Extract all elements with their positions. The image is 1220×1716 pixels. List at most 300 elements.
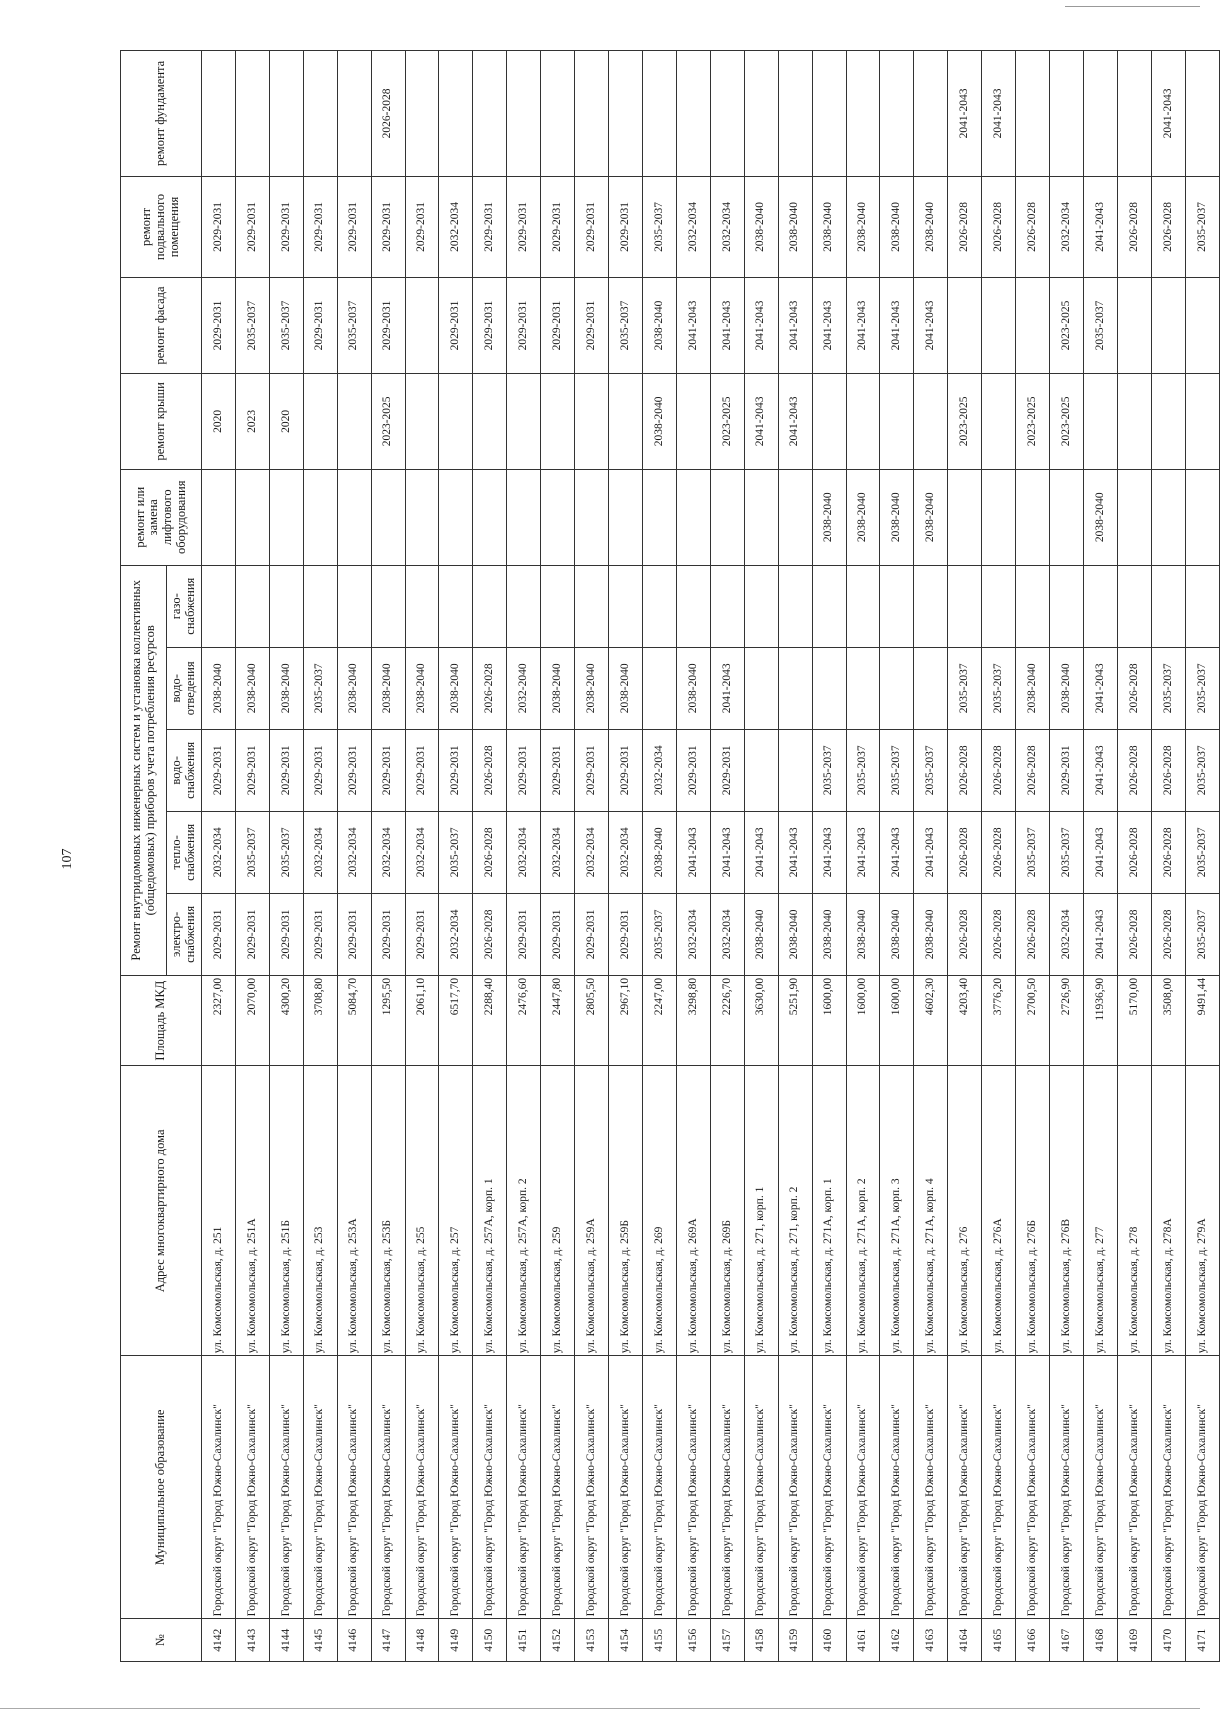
- cell-facade: 2041-2043: [812, 278, 846, 374]
- cell-water: 2035-2037: [846, 729, 880, 811]
- cell-heat: 2032-2034: [575, 811, 609, 893]
- cell-basement: 2029-2031: [371, 176, 405, 277]
- table-wrapper: [120, 50, 1220, 1662]
- cell-foundation: [473, 51, 507, 177]
- cell-basement: 2032-2034: [439, 176, 473, 277]
- cell-heat: 2041-2043: [812, 811, 846, 893]
- cell-gas: [507, 565, 541, 647]
- cell-water: 2035-2037: [880, 729, 914, 811]
- cell-electro: 2029-2031: [507, 893, 541, 975]
- cell-address: ул. Комсомольская, д. 276Б: [1016, 1066, 1050, 1356]
- cell-municipality: Городской округ "Город Южно-Сахалинск": [405, 1356, 439, 1619]
- cell-basement: 2026-2028: [1151, 176, 1185, 277]
- cell-basement: 2038-2040: [846, 176, 880, 277]
- cell-area: 3508,00: [1151, 975, 1185, 1066]
- cell-electro: 2029-2031: [541, 893, 575, 975]
- cell-sewer: 2038-2040: [371, 647, 405, 729]
- header-electro: электро-снабжения: [167, 893, 202, 975]
- cell-sewer: [642, 647, 676, 729]
- cell-sewer: 2035-2037: [303, 647, 337, 729]
- cell-foundation: [269, 51, 303, 177]
- cell-sewer: 2035-2037: [1185, 647, 1219, 729]
- cell-elevator: [1151, 469, 1185, 565]
- cell-municipality: Городской округ "Город Южно-Сахалинск": [744, 1356, 778, 1619]
- cell-num: 4143: [235, 1619, 269, 1662]
- cell-facade: 2029-2031: [202, 278, 236, 374]
- cell-facade: 2035-2037: [269, 278, 303, 374]
- cell-water: 2029-2031: [405, 729, 439, 811]
- cell-electro: 2029-2031: [303, 893, 337, 975]
- cell-municipality: Городской округ "Город Южно-Сахалинск": [1117, 1356, 1151, 1619]
- cell-roof: [676, 373, 710, 469]
- header-water: водо-снабжения: [167, 729, 202, 811]
- cell-heat: 2032-2034: [303, 811, 337, 893]
- cell-num: 4151: [507, 1619, 541, 1662]
- cell-elevator: [269, 469, 303, 565]
- cell-num: 4156: [676, 1619, 710, 1662]
- cell-roof: 2020: [202, 373, 236, 469]
- cell-roof: [439, 373, 473, 469]
- cell-basement: 2026-2028: [1117, 176, 1151, 277]
- table-row: [812, 51, 846, 1662]
- cell-elevator: [744, 469, 778, 565]
- cell-basement: 2029-2031: [473, 176, 507, 277]
- cell-water: 2029-2031: [541, 729, 575, 811]
- cell-elevator: [609, 469, 643, 565]
- cell-num: 4169: [1117, 1619, 1151, 1662]
- cell-facade: [1117, 278, 1151, 374]
- cell-water: 2029-2031: [337, 729, 371, 811]
- cell-water: 2029-2031: [269, 729, 303, 811]
- cell-area: 5170,00: [1117, 975, 1151, 1066]
- cell-gas: [778, 565, 812, 647]
- table-row: [609, 51, 643, 1662]
- cell-sewer: [846, 647, 880, 729]
- cell-municipality: Городской округ "Город Южно-Сахалинск": [541, 1356, 575, 1619]
- cell-electro: 2029-2031: [575, 893, 609, 975]
- cell-elevator: [473, 469, 507, 565]
- cell-water: 2029-2031: [575, 729, 609, 811]
- cell-foundation: [778, 51, 812, 177]
- cell-num: 4171: [1185, 1619, 1219, 1662]
- cell-municipality: Городской округ "Город Южно-Сахалинск": [507, 1356, 541, 1619]
- cell-basement: 2032-2034: [1050, 176, 1084, 277]
- cell-area: 9491,44: [1185, 975, 1219, 1066]
- cell-num: 4164: [948, 1619, 982, 1662]
- cell-heat: 2041-2043: [914, 811, 948, 893]
- repair-schedule-table: [120, 50, 1220, 1662]
- cell-elevator: [642, 469, 676, 565]
- cell-basement: 2026-2028: [982, 176, 1016, 277]
- cell-municipality: Городской округ "Город Южно-Сахалинск": [371, 1356, 405, 1619]
- cell-municipality: Городской округ "Город Южно-Сахалинск": [202, 1356, 236, 1619]
- table-row: [541, 51, 575, 1662]
- cell-elevator: [948, 469, 982, 565]
- cell-area: 1600,00: [812, 975, 846, 1066]
- cell-elevator: [405, 469, 439, 565]
- cell-roof: [575, 373, 609, 469]
- cell-address: ул. Комсомольская, д. 271А, корп. 3: [880, 1066, 914, 1356]
- cell-electro: 2026-2028: [948, 893, 982, 975]
- table-row: [1050, 51, 1084, 1662]
- cell-municipality: Городской округ "Город Южно-Сахалинск": [473, 1356, 507, 1619]
- cell-elevator: [778, 469, 812, 565]
- cell-foundation: [337, 51, 371, 177]
- cell-water: 2026-2028: [1151, 729, 1185, 811]
- cell-address: ул. Комсомольская, д. 269Б: [710, 1066, 744, 1356]
- cell-area: 2967,10: [609, 975, 643, 1066]
- cell-water: 2029-2031: [507, 729, 541, 811]
- cell-area: 2447,80: [541, 975, 575, 1066]
- cell-address: ул. Комсомольская, д. 271А, корп. 1: [812, 1066, 846, 1356]
- cell-num: 4144: [269, 1619, 303, 1662]
- cell-roof: 2023-2025: [710, 373, 744, 469]
- cell-water: 2026-2028: [473, 729, 507, 811]
- cell-foundation: [676, 51, 710, 177]
- cell-foundation: 2041-2043: [982, 51, 1016, 177]
- cell-municipality: Городской округ "Город Южно-Сахалинск": [1050, 1356, 1084, 1619]
- cell-electro: 2029-2031: [371, 893, 405, 975]
- cell-address: ул. Комсомольская, д. 259Б: [609, 1066, 643, 1356]
- cell-basement: 2038-2040: [914, 176, 948, 277]
- cell-gas: [541, 565, 575, 647]
- cell-foundation: [1050, 51, 1084, 177]
- cell-facade: 2035-2037: [235, 278, 269, 374]
- cell-electro: 2029-2031: [609, 893, 643, 975]
- cell-sewer: 2038-2040: [337, 647, 371, 729]
- cell-gas: [982, 565, 1016, 647]
- cell-num: 4161: [846, 1619, 880, 1662]
- cell-facade: [405, 278, 439, 374]
- table-row: [575, 51, 609, 1662]
- cell-sewer: 2038-2040: [1016, 647, 1050, 729]
- cell-heat: 2041-2043: [846, 811, 880, 893]
- cell-area: 11936,90: [1083, 975, 1117, 1066]
- cell-roof: [914, 373, 948, 469]
- cell-basement: 2041-2043: [1083, 176, 1117, 277]
- cell-roof: [1185, 373, 1219, 469]
- cell-elevator: [235, 469, 269, 565]
- cell-address: ул. Комсомольская, д. 271, корп. 1: [744, 1066, 778, 1356]
- cell-facade: 2041-2043: [778, 278, 812, 374]
- table-row: [744, 51, 778, 1662]
- table-row: [1083, 51, 1117, 1662]
- cell-roof: [880, 373, 914, 469]
- cell-heat: 2026-2028: [1151, 811, 1185, 893]
- cell-foundation: [914, 51, 948, 177]
- cell-area: 2061,10: [405, 975, 439, 1066]
- cell-heat: 2041-2043: [676, 811, 710, 893]
- cell-elevator: 2038-2040: [880, 469, 914, 565]
- cell-heat: 2026-2028: [948, 811, 982, 893]
- cell-gas: [303, 565, 337, 647]
- cell-heat: 2035-2037: [1185, 811, 1219, 893]
- header-heat: тепло-снабжения: [167, 811, 202, 893]
- cell-elevator: [710, 469, 744, 565]
- table-row: [1016, 51, 1050, 1662]
- cell-roof: [541, 373, 575, 469]
- cell-facade: 2029-2031: [439, 278, 473, 374]
- header-repair-group: Ремонт внутридомовых инженерных систем и установка коллективных (общедомовых) приборов учета потребления ресурсов: [121, 565, 167, 975]
- cell-electro: 2026-2028: [473, 893, 507, 975]
- cell-roof: [982, 373, 1016, 469]
- cell-foundation: 2026-2028: [371, 51, 405, 177]
- table-row: [948, 51, 982, 1662]
- cell-gas: [1016, 565, 1050, 647]
- cell-area: 5251,90: [778, 975, 812, 1066]
- cell-area: 2226,70: [710, 975, 744, 1066]
- cell-water: 2026-2028: [1016, 729, 1050, 811]
- table-row: [507, 51, 541, 1662]
- cell-roof: 2041-2043: [744, 373, 778, 469]
- cell-municipality: Городской округ "Город Южно-Сахалинск": [676, 1356, 710, 1619]
- cell-sewer: 2038-2040: [541, 647, 575, 729]
- cell-foundation: [575, 51, 609, 177]
- cell-heat: 2041-2043: [710, 811, 744, 893]
- cell-basement: 2029-2031: [541, 176, 575, 277]
- cell-num: 4159: [778, 1619, 812, 1662]
- cell-facade: 2041-2043: [710, 278, 744, 374]
- cell-municipality: Городской округ "Город Южно-Сахалинск": [710, 1356, 744, 1619]
- cell-area: 4300,20: [269, 975, 303, 1066]
- cell-area: 2805,50: [575, 975, 609, 1066]
- cell-area: 2700,50: [1016, 975, 1050, 1066]
- cell-gas: [439, 565, 473, 647]
- cell-facade: 2029-2031: [371, 278, 405, 374]
- cell-num: 4147: [371, 1619, 405, 1662]
- cell-address: ул. Комсомольская, д. 255: [405, 1066, 439, 1356]
- cell-elevator: [371, 469, 405, 565]
- cell-gas: [812, 565, 846, 647]
- cell-num: 4165: [982, 1619, 1016, 1662]
- cell-facade: [948, 278, 982, 374]
- cell-gas: [473, 565, 507, 647]
- cell-facade: 2035-2037: [609, 278, 643, 374]
- cell-electro: 2029-2031: [202, 893, 236, 975]
- cell-heat: 2041-2043: [1083, 811, 1117, 893]
- cell-gas: [1050, 565, 1084, 647]
- cell-municipality: Городской округ "Город Южно-Сахалинск": [914, 1356, 948, 1619]
- cell-elevator: [439, 469, 473, 565]
- cell-heat: 2032-2034: [507, 811, 541, 893]
- cell-address: ул. Комсомольская, д. 276А: [982, 1066, 1016, 1356]
- cell-num: 4166: [1016, 1619, 1050, 1662]
- cell-water: 2041-2043: [1083, 729, 1117, 811]
- cell-facade: 2041-2043: [880, 278, 914, 374]
- cell-num: 4145: [303, 1619, 337, 1662]
- cell-water: 2029-2031: [710, 729, 744, 811]
- cell-electro: 2029-2031: [269, 893, 303, 975]
- header-address: Адрес многоквартирного дома: [121, 1066, 202, 1356]
- cell-area: 2247,00: [642, 975, 676, 1066]
- cell-basement: 2038-2040: [744, 176, 778, 277]
- cell-foundation: [609, 51, 643, 177]
- cell-basement: 2035-2037: [642, 176, 676, 277]
- cell-elevator: [1050, 469, 1084, 565]
- cell-address: ул. Комсомольская, д. 271А, корп. 2: [846, 1066, 880, 1356]
- cell-foundation: [541, 51, 575, 177]
- cell-facade: 2029-2031: [507, 278, 541, 374]
- cell-area: 2726,90: [1050, 975, 1084, 1066]
- cell-gas: [642, 565, 676, 647]
- cell-elevator: [202, 469, 236, 565]
- cell-electro: 2026-2028: [1016, 893, 1050, 975]
- cell-area: 4602,30: [914, 975, 948, 1066]
- cell-municipality: Городской округ "Город Южно-Сахалинск": [439, 1356, 473, 1619]
- cell-roof: 2023-2025: [1050, 373, 1084, 469]
- table-row: [846, 51, 880, 1662]
- cell-municipality: Городской округ "Город Южно-Сахалинск": [812, 1356, 846, 1619]
- cell-address: ул. Комсомольская, д. 251: [202, 1066, 236, 1356]
- cell-sewer: 2038-2040: [609, 647, 643, 729]
- cell-sewer: 2032-2040: [507, 647, 541, 729]
- cell-sewer: 2035-2037: [948, 647, 982, 729]
- table-row: [371, 51, 405, 1662]
- cell-water: 2029-2031: [235, 729, 269, 811]
- cell-address: ул. Комсомольская, д. 259А: [575, 1066, 609, 1356]
- cell-basement: 2038-2040: [812, 176, 846, 277]
- cell-address: ул. Комсомольская, д. 269: [642, 1066, 676, 1356]
- cell-roof: 2023-2025: [371, 373, 405, 469]
- cell-municipality: Городской округ "Город Южно-Сахалинск": [303, 1356, 337, 1619]
- cell-water: 2029-2031: [676, 729, 710, 811]
- cell-gas: [337, 565, 371, 647]
- cell-num: 4162: [880, 1619, 914, 1662]
- cell-electro: 2032-2034: [439, 893, 473, 975]
- cell-foundation: [812, 51, 846, 177]
- table-row: [235, 51, 269, 1662]
- cell-elevator: [337, 469, 371, 565]
- header-area: Площадь МКД: [121, 975, 202, 1066]
- cell-municipality: Городской округ "Город Южно-Сахалинск": [1016, 1356, 1050, 1619]
- cell-roof: 2023-2025: [1016, 373, 1050, 469]
- cell-facade: [1016, 278, 1050, 374]
- table-row: [914, 51, 948, 1662]
- cell-electro: 2026-2028: [1151, 893, 1185, 975]
- cell-water: 2029-2031: [202, 729, 236, 811]
- cell-num: 4150: [473, 1619, 507, 1662]
- cell-municipality: Городской округ "Город Южно-Сахалинск": [948, 1356, 982, 1619]
- cell-gas: [846, 565, 880, 647]
- cell-facade: 2041-2043: [676, 278, 710, 374]
- cell-gas: [575, 565, 609, 647]
- cell-roof: [812, 373, 846, 469]
- cell-area: 3708,80: [303, 975, 337, 1066]
- cell-sewer: 2038-2040: [575, 647, 609, 729]
- cell-roof: 2023-2025: [948, 373, 982, 469]
- cell-num: 4168: [1083, 1619, 1117, 1662]
- cell-address: ул. Комсомольская, д. 259: [541, 1066, 575, 1356]
- header-municipality: Муниципальное образование: [121, 1356, 202, 1619]
- cell-roof: [337, 373, 371, 469]
- cell-water: 2035-2037: [914, 729, 948, 811]
- cell-municipality: Городской округ "Город Южно-Сахалинск": [642, 1356, 676, 1619]
- header-sewer: водо-отведения: [167, 647, 202, 729]
- cell-electro: 2026-2028: [1117, 893, 1151, 975]
- cell-foundation: [642, 51, 676, 177]
- table-row: [1151, 51, 1185, 1662]
- cell-facade: [1151, 278, 1185, 374]
- cell-facade: 2041-2043: [846, 278, 880, 374]
- cell-area: 3776,20: [982, 975, 1016, 1066]
- cell-area: 2476,60: [507, 975, 541, 1066]
- table-row: [337, 51, 371, 1662]
- cell-elevator: [1185, 469, 1219, 565]
- cell-facade: [982, 278, 1016, 374]
- cell-basement: 2029-2031: [269, 176, 303, 277]
- cell-num: 4152: [541, 1619, 575, 1662]
- cell-heat: 2032-2034: [371, 811, 405, 893]
- cell-water: 2029-2031: [439, 729, 473, 811]
- cell-gas: [202, 565, 236, 647]
- header-gas: газо-снабжения: [167, 565, 202, 647]
- cell-electro: 2038-2040: [744, 893, 778, 975]
- cell-facade: 2041-2043: [744, 278, 778, 374]
- table-row: [405, 51, 439, 1662]
- cell-municipality: Городской округ "Город Южно-Сахалинск": [609, 1356, 643, 1619]
- table-row: [473, 51, 507, 1662]
- cell-foundation: [303, 51, 337, 177]
- cell-sewer: 2038-2040: [1050, 647, 1084, 729]
- cell-water: [778, 729, 812, 811]
- cell-electro: 2032-2034: [710, 893, 744, 975]
- cell-area: 1600,00: [880, 975, 914, 1066]
- cell-num: 4155: [642, 1619, 676, 1662]
- cell-electro: 2041-2043: [1083, 893, 1117, 975]
- cell-municipality: Городской округ "Город Южно-Сахалинск": [269, 1356, 303, 1619]
- cell-heat: 2032-2034: [337, 811, 371, 893]
- cell-roof: 2023: [235, 373, 269, 469]
- cell-heat: 2032-2034: [405, 811, 439, 893]
- cell-address: ул. Комсомольская, д. 279А: [1185, 1066, 1219, 1356]
- cell-heat: 2026-2028: [1117, 811, 1151, 893]
- cell-heat: 2035-2037: [1016, 811, 1050, 893]
- cell-water: 2035-2037: [812, 729, 846, 811]
- cell-foundation: [1185, 51, 1219, 177]
- cell-water: 2026-2028: [1117, 729, 1151, 811]
- cell-foundation: [1117, 51, 1151, 177]
- cell-address: ул. Комсомольская, д. 253: [303, 1066, 337, 1356]
- cell-sewer: [744, 647, 778, 729]
- cell-electro: 2038-2040: [914, 893, 948, 975]
- cell-electro: 2038-2040: [846, 893, 880, 975]
- cell-address: ул. Комсомольская, д. 257: [439, 1066, 473, 1356]
- cell-elevator: [507, 469, 541, 565]
- cell-municipality: Городской округ "Город Южно-Сахалинск": [337, 1356, 371, 1619]
- cell-water: 2029-2031: [1050, 729, 1084, 811]
- cell-gas: [235, 565, 269, 647]
- header-num: №: [121, 1619, 202, 1662]
- cell-num: 4146: [337, 1619, 371, 1662]
- cell-basement: 2029-2031: [202, 176, 236, 277]
- cell-gas: [948, 565, 982, 647]
- cell-address: ул. Комсомольская, д. 277: [1083, 1066, 1117, 1356]
- cell-elevator: [676, 469, 710, 565]
- cell-address: ул. Комсомольская, д. 278А: [1151, 1066, 1185, 1356]
- cell-gas: [914, 565, 948, 647]
- cell-area: 1295,50: [371, 975, 405, 1066]
- cell-sewer: 2038-2040: [202, 647, 236, 729]
- cell-heat: 2038-2040: [642, 811, 676, 893]
- cell-foundation: [710, 51, 744, 177]
- cell-address: ул. Комсомольская, д. 271, корп. 2: [778, 1066, 812, 1356]
- cell-basement: 2035-2037: [1185, 176, 1219, 277]
- cell-basement: 2026-2028: [948, 176, 982, 277]
- header-elevator: ремонт или замена лифтового оборудования: [121, 469, 202, 565]
- cell-foundation: [405, 51, 439, 177]
- cell-gas: [676, 565, 710, 647]
- cell-water: 2032-2034: [642, 729, 676, 811]
